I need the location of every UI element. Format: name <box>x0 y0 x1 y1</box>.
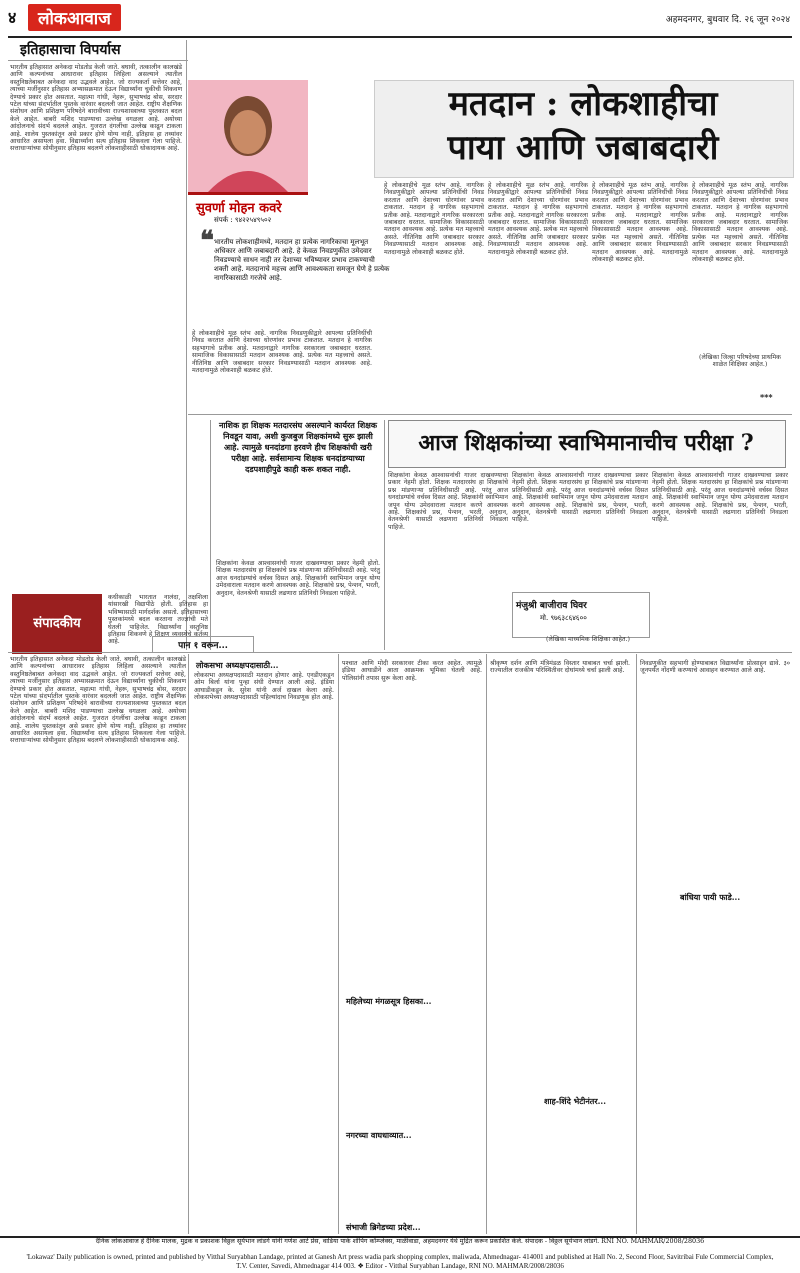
feature-bottom-rule <box>188 414 792 415</box>
feature-headline-line2: पाया आणि जबाबदारी <box>447 128 719 168</box>
lower-col4-subhead: बांधिया पायी फाडे... <box>680 892 741 902</box>
sampadakiya-body: कधीकाळी भारतात नालंदा, तक्षशिला यांसारखी विद्यापीठे होती. इतिहास हा भविष्यासाठी मार्गदर्शक असतो. इतिहासाच्या पुस्तकांमध्ये बदल करताना तज्ज्ञांची मते घेतली पाहिजेत. विद्यार्थ्यांना वस्तुनिष्ठ इतिहास शिकवणे हे शिक्षण व्यवस्थेचे कर्तव्य आहे. <box>108 594 208 646</box>
column-divider <box>210 420 211 650</box>
header-rule <box>8 36 792 38</box>
feature-contact: संपर्क : ९४२२५४९५०२ <box>214 216 272 224</box>
editorial-body-col2: शिक्षकांना केवळ आश्वासनांची गाजर दाखवण्याचा प्रकार नेहमी होतो. शिक्षक मतदारसंघ हा शिक्षकांचे प्रश्न मांडणाऱ्या प्रतिनिधीसाठी आहे. परंतु आज धनदांडग्यांचे वर्चस्व दिसत आहे. शिक्षकांनी स्वाभिमान जपून योग्य उमेदवाराला मतदान करणे आवश्यक आहे. शिक्षकांचे प्रश्न, पेन्शन, भरती, अनुदान, वेतनश्रेणी यासाठी लढणारा प्रतिनिधी निवडला पाहिजे. <box>512 472 648 524</box>
lower-col4-body: निवडणुकीत सहभागी होण्याबाबत विद्यार्थ्यांना प्रोत्साहन द्यावे. ३० जूनपर्यंत नोंदणी करण्याचे आवाहन करण्यात आले आहे. <box>640 660 790 675</box>
sampadakiya-label: संपादकीय <box>12 594 102 654</box>
author-photo <box>188 80 308 195</box>
lower-col3-subhead: शाह-शिंदे भेटीनंतर... <box>544 1096 606 1106</box>
lower-col2-subhead3: संभाजी ब्रिगेडच्या प्रदेश... <box>346 1222 421 1232</box>
editorial-headline: आज शिक्षकांच्या स्वाभिमानाचीच परीक्षा ? <box>418 430 754 456</box>
editorial-sidebar-note: शिक्षकांना केवळ आश्वासनांची गाजर दाखवण्याचा प्रकार नेहमी होतो. शिक्षक मतदारसंघ हा शिक्षकांचे प्रश्न मांडणाऱ्या प्रतिनिधीसाठी आहे. परंतु आज धनदांडग्यांचे वर्चस्व दिसत आहे. शिक्षकांनी स्वाभिमान जपून योग्य उमेदवाराला मतदान करणे आवश्यक आहे. शिक्षकांचे प्रश्न, पेन्शन, भरती, अनुदान, वेतनश्रेणी यासाठी लढणारा प्रतिनिधी निवडला पाहिजे. <box>216 560 380 597</box>
editorial-body-col3: शिक्षकांना केवळ आश्वासनांची गाजर दाखवण्याचा प्रकार नेहमी होतो. शिक्षक मतदारसंघ हा शिक्षकांचे प्रश्न मांडणाऱ्या प्रतिनिधीसाठी आहे. परंतु आज धनदांडग्यांचे वर्चस्व दिसत आहे. शिक्षकांनी स्वाभिमान जपून योग्य उमेदवाराला मतदान करणे आवश्यक आहे. शिक्षकांचे प्रश्न, पेन्शन, भरती, अनुदान, वेतनश्रेणी यासाठी लढणारा प्रतिनिधी निवडला पाहिजे. <box>652 472 788 524</box>
feature-signoff: (लेखिका जिल्हा परिषदेच्या प्राथमिक शाळेत शिक्षिका आहेत.) <box>699 354 781 369</box>
masthead-logo: लोकआवाज <box>28 4 121 31</box>
feature-body-col3: हे लोकशाहीचे मूळ स्तंभ आहे. नागरिक निवडणुकीद्वारे आपल्या प्रतिनिधींची निवड करतात आणि देशाच्या धोरणांवर प्रभाव टाकतात. मतदान हे नागरिक सहभागाचे प्रतीक आहे. मतदानाद्वारे नागरिक सरकारला जबाबदार धरतात. सामाजिक विकासासाठी मतदान आवश्यक आहे. प्रत्येक मत महत्त्वाचे असते. नीतिनिष्ठ आणि जबाबदार सरकार निवडण्यासाठी मतदान आवश्यक आहे. मतदानामुळे लोकशाही बळकट होते. <box>592 182 688 264</box>
page-number: ४ <box>8 8 17 27</box>
lower-col3-body: श्रीकृष्ण दर्शन आणि मंत्रिमंडळ विस्तार याबाबत चर्चा झाली. राज्यातील राजकीय परिस्थितीवर दोघांमध्ये चर्चा झाली आहे. <box>490 660 630 675</box>
lower-col2-body: पश्चात आणि मोदी सरकारवर टीका करत आहेत. त्यामुळे इंडिया आघाडीने आता आक्रमक भूमिका घेतली आहे. पोलिसांनी तपास सुरू केला आहे. <box>342 660 482 682</box>
quote-mark-icon: ❝ <box>200 226 214 256</box>
column-divider <box>186 40 187 650</box>
column-divider <box>188 654 189 1234</box>
feature-end-mark: *** <box>760 392 773 402</box>
section-title: इतिहासाचा विपर्यास <box>20 42 121 58</box>
editorial-body-col1: शिक्षकांना केवळ आश्वासनांची गाजर दाखवण्याचा प्रकार नेहमी होतो. शिक्षक मतदारसंघ हा शिक्षकांचे प्रश्न मांडणाऱ्या प्रतिनिधीसाठी आहे. परंतु आज धनदांडग्यांचे वर्चस्व दिसत आहे. शिक्षकांनी स्वाभिमान जपून योग्य उमेदवाराला मतदान करणे आवश्यक आहे. शिक्षकांचे प्रश्न, पेन्शन, भरती, अनुदान, वेतनश्रेणी यासाठी लढणारा प्रतिनिधी निवडला पाहिजे. <box>388 472 508 531</box>
feature-body-col4: हे लोकशाहीचे मूळ स्तंभ आहे. नागरिक निवडणुकीद्वारे आपल्या प्रतिनिधींची निवड करतात आणि देशाच्या धोरणांवर प्रभाव टाकतात. मतदान हे नागरिक सहभागाचे प्रतीक आहे. मतदानाद्वारे नागरिक सरकारला जबाबदार धरतात. सामाजिक विकासासाठी मतदान आवश्यक आहे. प्रत्येक मत महत्त्वाचे असते. नीतिनिष्ठ आणि जबाबदार सरकार निवडण्यासाठी मतदान आवश्यक आहे. मतदानामुळे लोकशाही बळकट होते. <box>692 182 788 264</box>
editorial-contact: मो. ९७६३८६४६०० <box>540 614 587 622</box>
column-divider <box>486 654 487 1234</box>
editorial-signoff: (लेखिका माध्यमिक शिक्षिका आहेत.) <box>546 636 630 643</box>
feature-headline-line1: मतदान : लोकशाहीचा <box>448 84 718 124</box>
feature-body-col2: हे लोकशाहीचे मूळ स्तंभ आहे. नागरिक निवडणुकीद्वारे आपल्या प्रतिनिधींची निवड करतात आणि देशाच्या धोरणांवर प्रभाव टाकतात. मतदान हे नागरिक सहभागाचे प्रतीक आहे. मतदानाद्वारे नागरिक सरकारला जबाबदार धरतात. सामाजिक विकासासाठी मतदान आवश्यक आहे. प्रत्येक मत महत्त्वाचे असते. नीतिनिष्ठ आणि जबाबदार सरकार निवडण्यासाठी मतदान आवश्यक आहे. मतदानामुळे लोकशाही बळकट होते. <box>488 182 588 256</box>
lower-col1-subhead: लोकसभा अध्यक्षपदासाठी... <box>196 660 279 670</box>
editorial-sidebar: नाशिक हा शिक्षक मतदारसंघ असल्याने कार्यरत शिक्षक निवडून यावा, अशी कुजबुज शिक्षकांमध्ये सुरू झाली आहे. त्यामुळे धनदांडगा हरवणे हीच शिक्षकांची खरी परीक्षा आहे. सर्वसामान्य शिक्षक धनदांडग्याच्या दडपशाहीपुढे काही करू शकत नाही. <box>218 420 378 474</box>
column-divider <box>384 420 385 650</box>
imprint-marathi: दैनिक लोकआवाज हे दैनिक मालक, मुद्रक व प्रकाशक विठ्ठल सूर्यभान लांडगे यांनी गणेश आर्ट प्रेस, वाडिया पार्क शॉपिंग कॉम्प्लेक्स, माळीवाडा, अहमदनगर येथे मुद्रित करून प्रकाशित केले. संपादक - विठ्ठल सूर्यभान लांडगे. RNI NO. MAHMAR/2008/28036 <box>95 1237 705 1245</box>
column-divider <box>338 654 339 1234</box>
feature-body-col1: हे लोकशाहीचे मूळ स्तंभ आहे. नागरिक निवडणुकीद्वारे आपल्या प्रतिनिधींची निवड करतात आणि देशाच्या धोरणांवर प्रभाव टाकतात. मतदान हे नागरिक सहभागाचे प्रतीक आहे. मतदानाद्वारे नागरिक सरकारला जबाबदार धरतात. सामाजिक विकासासाठी मतदान आवश्यक आहे. प्रत्येक मत महत्त्वाचे असते. नीतिनिष्ठ आणि जबाबदार सरकार निवडण्यासाठी मतदान आवश्यक आहे. मतदानामुळे लोकशाही बळकट होते. <box>384 182 484 256</box>
dateline: अहमदनगर, बुधवार दि. २६ जून २०२४ <box>665 15 790 25</box>
lower-col1-body: लोकसभा अध्यक्षपदासाठी मतदान होणार आहे. एनडीएकडून ओम बिर्ला यांना पुन्हा संधी देण्यात आली आहे. इंडिया आघाडीकडून के. सुरेश यांनी अर्ज दाखल केला आहे. लोकसभेच्या अध्यक्षपदासाठी पहिल्यांदाच निवडणूक होत आहे. <box>194 672 334 702</box>
lower-col2-subhead2: नगरच्या वाघधाव्यात... <box>346 1130 412 1140</box>
feature-quote: भारतीय लोकशाहीमध्ये, मतदान हा प्रत्येक नागरिकाचा मूलभूत अधिकार आणि जबाबदारी आहे. हे केवळ निवडणुकीत उमेदवार निवडण्याचे साधन नाही तर देशाच्या भविष्यावर प्रभाव टाकण्याची शक्ती आहे. मतदानाचे महत्त्व आणि आवश्यकता समजून घेणे हे प्रत्येक नागरिकासाठी गरजेचे आहे. <box>214 238 390 282</box>
left-continued-body: भारतीय इतिहासात अनेकदा मोडतोड केली जाते. बघावी, तत्कालीन कालखंडे आणि कल्पनांच्या आधारावर इतिहास लिहिला असल्याने त्यातील वस्तुनिष्ठतेबाबत अनेकदा वाद उद्भवले आहेत. जो राज्यकर्ता सत्तेवर आहे, त्याच्या मर्जीनुसार इतिहास अभ्यासक्रमात देऊन विद्यार्थ्यांना चुकीची शिकवण देण्याचे प्रकार होत असतात. महात्मा गांधी, नेहरू, सुभाषचंद्र बोस, सरदार पटेल यांच्या संदर्भातील पुस्तके वारंवार बदलली जात आहेत. राष्ट्रीय शैक्षणिक संशोधन आणि प्रशिक्षण परिषदेने बारावीच्या राज्यशास्त्राच्या पुस्तकात बदल केले आहेत. बाबरी मशिद पाडण्याचा उल्लेख वगळला आहे. अयोध्या आंदोलनाचे संदर्भ बदलले आहेत. गुजरात दंगलींचा उल्लेख काढून टाकला आहे. शालेय पुस्तकांतून असे प्रकार होणे योग्य नाही. इतिहास हा तथ्यांवर आधारित असायला हवा. विद्यार्थ्यांना सत्य इतिहास शिकवला गेला पाहिजे. सत्ताधाऱ्यांच्या सोयीनुसार इतिहास बदलणे लोकशाहीसाठी धोकादायक आहे. <box>10 656 186 745</box>
feature-body-lead: हे लोकशाहीचे मूळ स्तंभ आहे. नागरिक निवडणुकीद्वारे आपल्या प्रतिनिधींची निवड करतात आणि देशाच्या धोरणांवर प्रभाव टाकतात. मतदान हे नागरिक सहभागाचे प्रतीक आहे. मतदानाद्वारे नागरिक सरकारला जबाबदार धरतात. सामाजिक विकासासाठी मतदान आवश्यक आहे. प्रत्येक मत महत्त्वाचे असते. नीतिनिष्ठ आणि जबाबदार सरकार निवडण्यासाठी मतदान आवश्यक आहे. मतदानामुळे लोकशाही बळकट होते. <box>192 330 372 375</box>
feature-author: सुवर्णा मोहन कवरे <box>196 201 282 216</box>
editorial-author: मंजुश्री बाजीराव घिवर <box>516 601 587 611</box>
imprint-english: 'Lokawaz' Daily publication is owned, printed and published by Vitthal Suryabhan Landage, printed at Ganesh Art press wadia park shopping complex, maliwada, Ahmednagar- 414001 and published at Hall No. 2, Second Floor, Savitribai Fule Commercial Complex, T.V. Center, Savedi, Ahmednagar 414 003. ❖ Editor - Vitthal Suryabhan Landage, RNI NO. MAHMAR/2008/28036 <box>26 1253 774 1270</box>
left-article-body: भारतीय इतिहासात अनेकदा मोडतोड केली जाते. बघावी, तत्कालीन कालखंडे आणि कल्पनांच्या आधारावर इतिहास लिहिला असल्याने त्यातील वस्तुनिष्ठतेबाबत अनेकदा वाद उद्भवले आहेत. जो राज्यकर्ता सत्तेवर आहे, त्याच्या मर्जीनुसार इतिहास अभ्यासक्रमात देऊन विद्यार्थ्यांना चुकीची शिकवण देण्याचे प्रकार होत असतात. महात्मा गांधी, नेहरू, सुभाषचंद्र बोस, सरदार पटेल यांच्या संदर्भातील पुस्तके वारंवार बदलली जात आहेत. राष्ट्रीय शैक्षणिक संशोधन आणि प्रशिक्षण परिषदेने बारावीच्या राज्यशास्त्राच्या पुस्तकात बदल केले आहेत. बाबरी मशिद पाडण्याचा उल्लेख वगळला आहे. अयोध्या आंदोलनाचे संदर्भ बदलले आहेत. गुजरात दंगलींचा उल्लेख काढून टाकला आहे. शालेय पुस्तकांतून असे प्रकार होणे योग्य नाही. इतिहास हा तथ्यांवर आधारित असायला हवा. विद्यार्थ्यांना सत्य इतिहास शिकवला गेला पाहिजे. सत्ताधाऱ्यांच्या सोयीनुसार इतिहास बदलणे लोकशाहीसाठी धोकादायक आहे. <box>10 64 182 153</box>
continued-label: पान १ वरून... <box>152 636 254 653</box>
lower-col2-subhead1: महिलेच्या मंगळसूत्र हिसका... <box>346 996 432 1006</box>
column-divider <box>636 654 637 1234</box>
lower-section-rule <box>8 652 792 653</box>
section-rule <box>8 60 188 61</box>
